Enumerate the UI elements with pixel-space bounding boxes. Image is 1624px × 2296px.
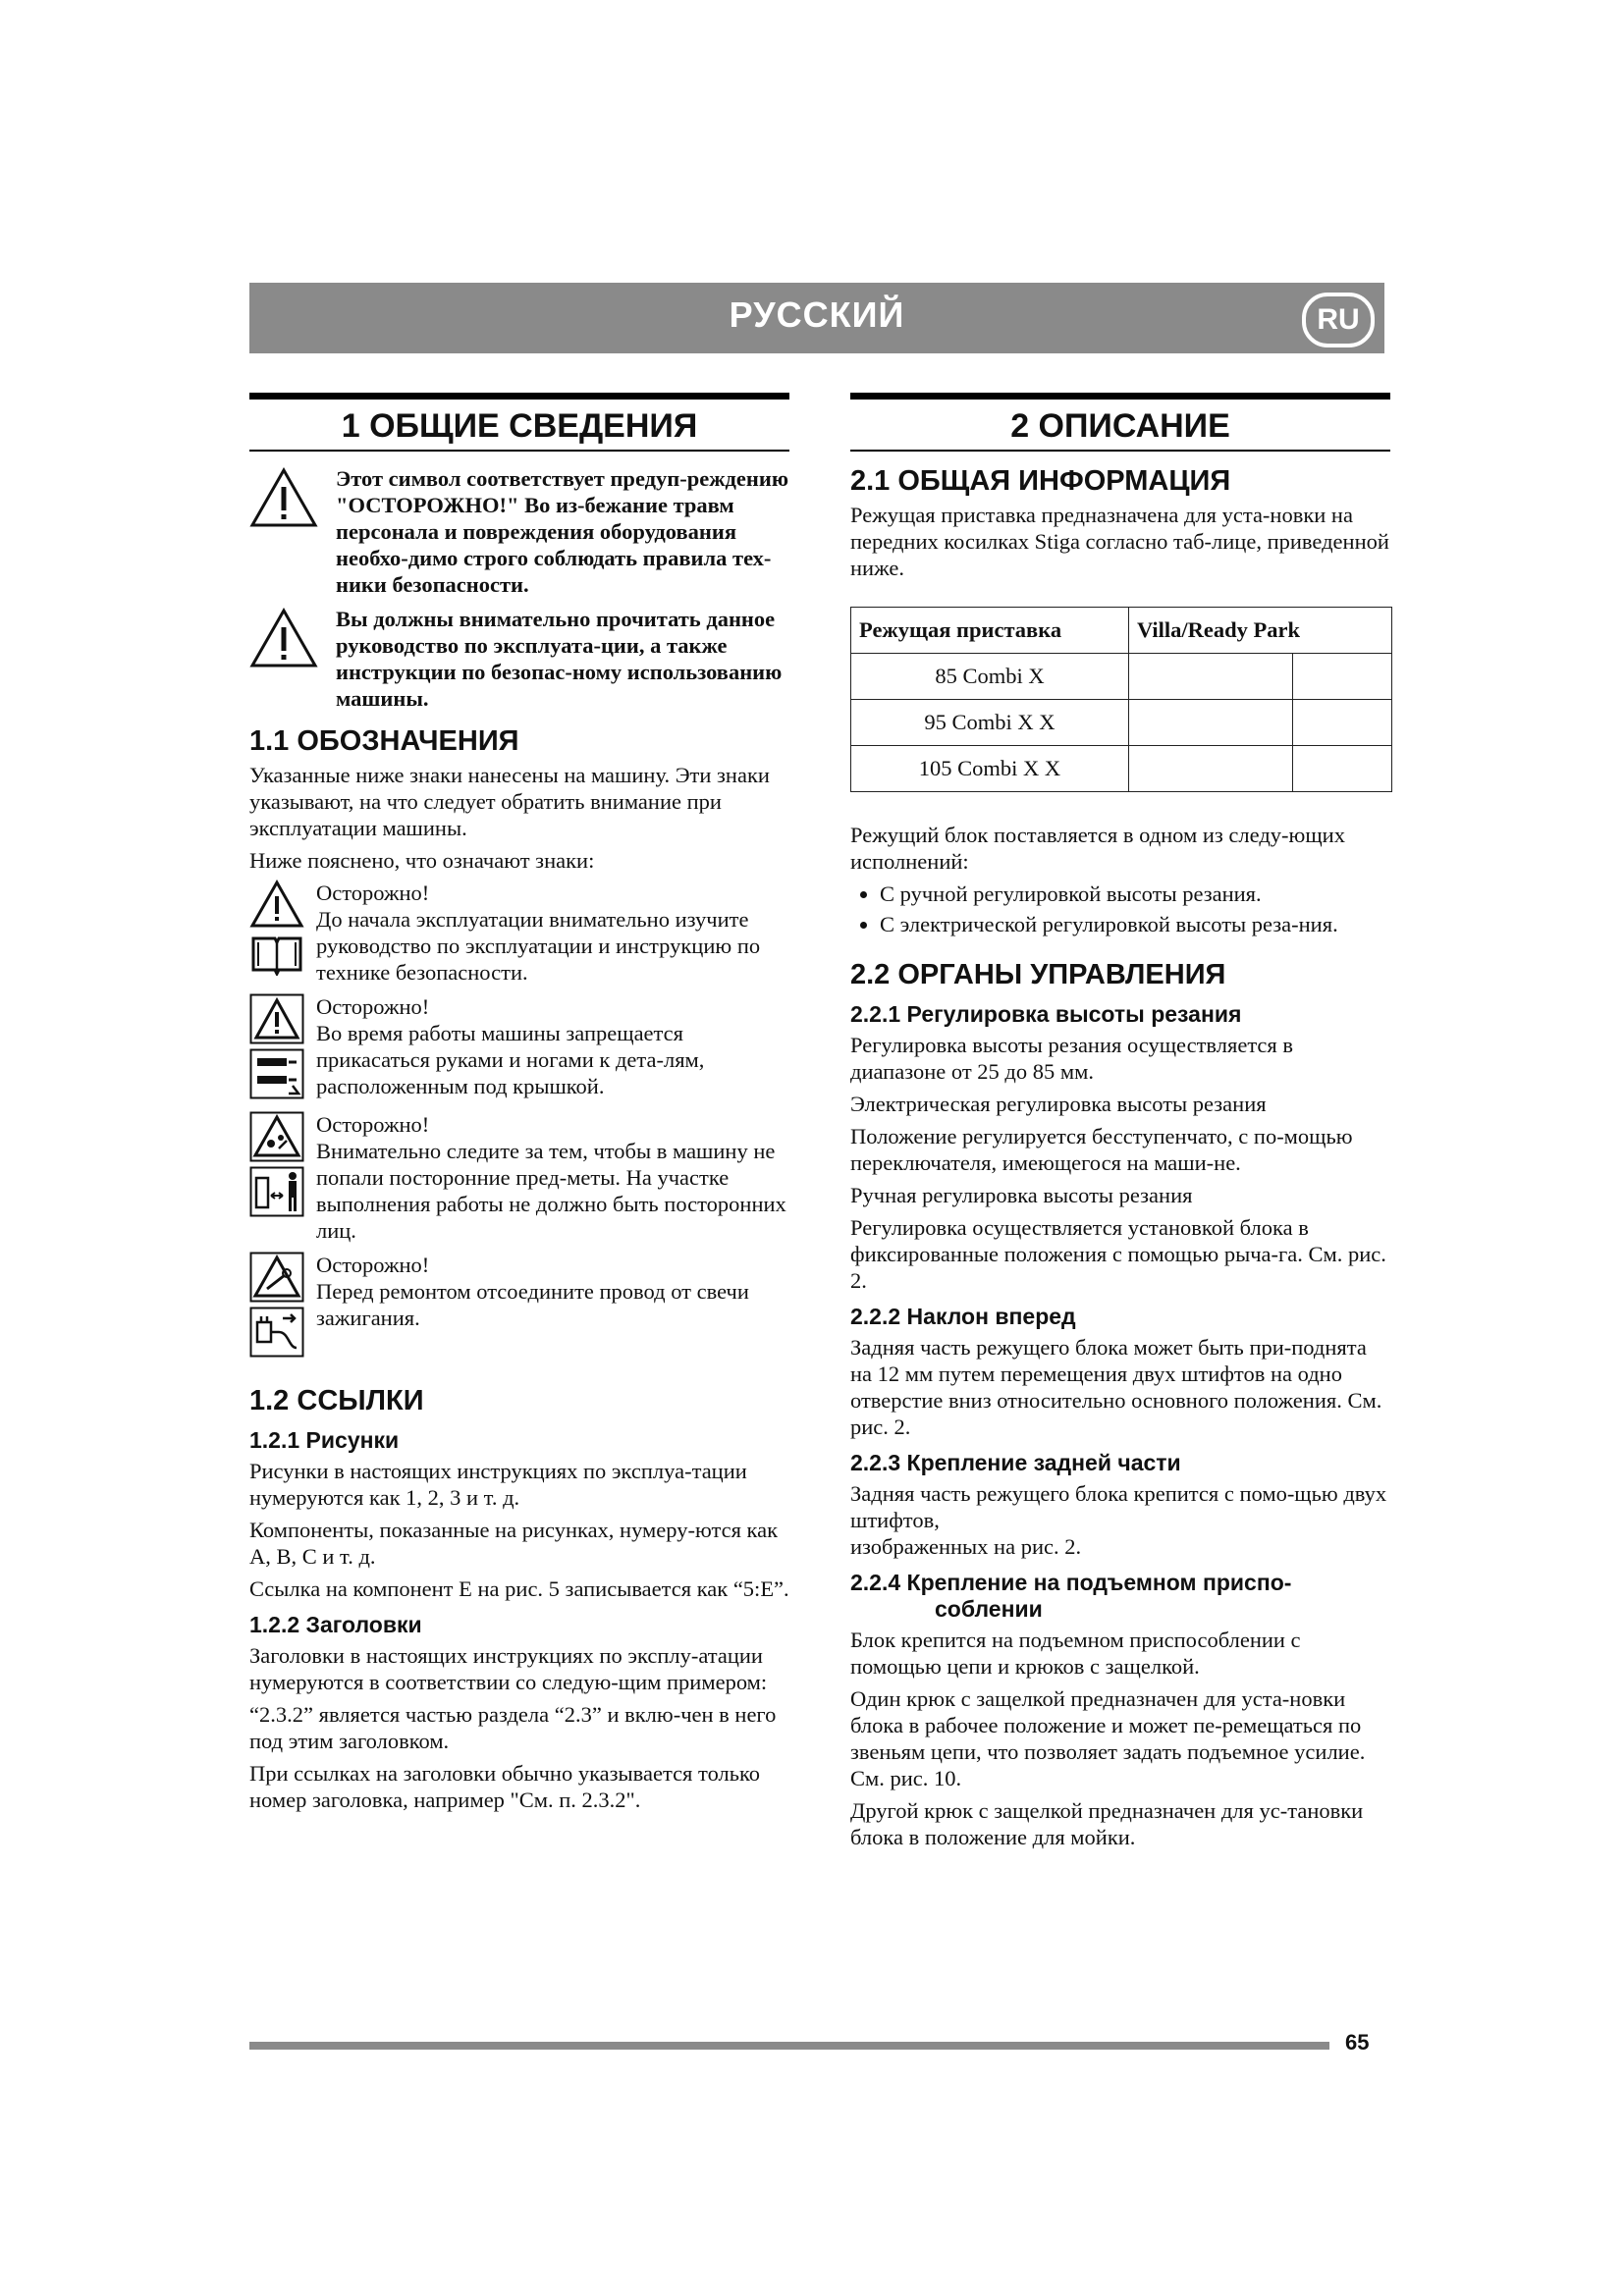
- paragraph: Режущий блок поставляется в одном из следу-ющих исполнений:: [850, 823, 1345, 874]
- paragraph: Блок крепится на подъемном приспособлении с помощью цепи и крюков с защелкой.: [850, 1628, 1301, 1679]
- symbol-entry: [249, 993, 789, 1103]
- maintenance-warning-icon: [249, 1252, 304, 1303]
- paragraph: Ниже пояснено, что означают знаки:: [249, 848, 595, 873]
- section-2-2-2-heading: 2.2.2 Наклон вперед: [850, 1304, 1076, 1329]
- symbol-title: Осторожно!: [316, 881, 430, 905]
- table-cell: [1293, 746, 1392, 792]
- distance-person-icon: [249, 1166, 304, 1217]
- spark-plug-icon: [249, 1307, 304, 1358]
- paragraph: Указанные ниже знаки нанесены на машину. Эти знаки указывают, на что следует обратить внимание при эксплуатации машины.: [249, 763, 770, 840]
- paragraph: “2.3.2” является частью раздела “2.3” и вклю-чен в него под этим заголовком.: [249, 1702, 777, 1753]
- section-1-2-1-heading: 1.2.1 Рисунки: [249, 1427, 400, 1453]
- book-icon: [249, 933, 304, 976]
- table-header-cell: Villa/Ready Park: [1129, 608, 1392, 654]
- hand-foot-hazard-icon: [249, 1048, 304, 1099]
- symbol-text: [316, 1252, 789, 1331]
- table-row: [851, 700, 1392, 746]
- symbol-icons: [249, 993, 304, 1103]
- banner-title: РУССКИЙ: [729, 294, 905, 335]
- compatibility-table: [850, 607, 1392, 792]
- page-number: 65: [1345, 2030, 1370, 2055]
- table-cell: [1129, 746, 1293, 792]
- symbol-text: [316, 880, 789, 986]
- symbol-entry: [249, 1252, 789, 1362]
- warning-triangle-icon: [249, 608, 318, 668]
- symbol-entry: [249, 1111, 789, 1244]
- footer-bar: [249, 2042, 1329, 2050]
- section-2-2-4-heading: 2.2.4 Крепление на подъемном приспо-соблении: [850, 1570, 1292, 1622]
- symbol-text: [316, 993, 789, 1099]
- section-1-heading: 1 ОБЩИЕ СВЕДЕНИЯ: [249, 393, 789, 452]
- paragraph: Один крюк с защелкой предназначен для уста-новки блока в рабочее положение и может пе-ремещаться по звеньям цепи, что позволяет задать подъемное усилие. См. рис. 10.: [850, 1686, 1366, 1790]
- warning-block: [249, 606, 789, 712]
- symbol-title: Осторожно!: [316, 1112, 430, 1137]
- section-2-1-heading: 2.1 ОБЩАЯ ИНФОРМАЦИЯ: [850, 465, 1231, 497]
- paragraph: Ссылка на компонент E на рис. 5 записывается как “5:E”.: [249, 1576, 789, 1601]
- paragraph: Компоненты, показанные на рисунках, нумеру-ются как A, B, C и т. д.: [249, 1518, 779, 1569]
- paragraph: Электрическая регулировка высоты резания: [850, 1092, 1267, 1116]
- language-banner: [249, 283, 1384, 353]
- section-2-heading: 2 ОПИСАНИЕ: [850, 393, 1390, 452]
- table-cell: [1293, 654, 1392, 700]
- paragraph: Задняя часть режущего блока крепится с помо-щью двух штифтов,: [850, 1481, 1387, 1532]
- warning-triangle-icon: [249, 467, 318, 528]
- list-item: • С ручной регулировкой высоты резания.: [880, 881, 1390, 907]
- symbol-description: До начала эксплуатации внимательно изучите руководство по эксплуатации и инструкцию по технике безопасности.: [316, 907, 761, 985]
- warning-block: [249, 465, 789, 598]
- warning-triangle-icon: [249, 993, 304, 1044]
- right-column: [850, 393, 1390, 1856]
- list-item: • С электрической регулировкой высоты реза-ния.: [880, 911, 1390, 937]
- section-1-2-2-heading: 1.2.2 Заголовки: [249, 1612, 422, 1637]
- paragraph: Регулировка осуществляется установкой блока в фиксированные положения с помощью рыча-га. См. рис. 2.: [850, 1215, 1386, 1293]
- warning-text: Вы должны внимательно прочитать данное руководство по эксплуата-ции, а также инструкции по безопас-ному использованию машины.: [336, 607, 783, 711]
- paragraph: Другой крюк с защелкой предназначен для ус-тановки блока в положение для мойки.: [850, 1798, 1364, 1849]
- table-header-row: [851, 608, 1392, 654]
- symbol-title: Осторожно!: [316, 994, 430, 1019]
- symbol-icons: [249, 880, 304, 980]
- symbol-icons: [249, 1111, 304, 1221]
- symbol-description: Перед ремонтом отсоедините провод от свечи зажигания.: [316, 1279, 749, 1330]
- left-column: [249, 393, 789, 1819]
- table-cell: 105 Combi X X: [851, 746, 1129, 792]
- section-1-2-heading: 1.2 ССЫЛКИ: [249, 1385, 424, 1416]
- table-cell: [1293, 700, 1392, 746]
- table-cell: 95 Combi X X: [851, 700, 1129, 746]
- symbol-description: Во время работы машины запрещается прикасаться руками и ногами к дета-лям, расположенным под крышкой.: [316, 1021, 705, 1098]
- paragraph: Положение регулируется бесступенчато, с по-мощью переключателя, имеющегося на маши-не.: [850, 1124, 1353, 1175]
- paragraph: При ссылках на заголовки обычно указывается только номер заголовка, например "См. п. 2.3.2".: [249, 1761, 761, 1812]
- table-cell: [1129, 654, 1293, 700]
- paragraph: Режущая приставка предназначена для уста-новки на передних косилках Stiga согласно таб-лице, приведенной ниже.: [850, 503, 1389, 580]
- paragraph: Регулировка высоты резания осуществляется в диапазоне от 25 до 85 мм.: [850, 1033, 1294, 1084]
- language-badge: RU: [1302, 293, 1375, 347]
- warning-triangle-icon: [249, 880, 304, 929]
- table-cell: [1129, 700, 1293, 746]
- section-2-2-1-heading: 2.2.1 Регулировка высоты резания: [850, 1001, 1242, 1027]
- section-1-1-heading: 1.1 ОБОЗНАЧЕНИЯ: [249, 725, 519, 757]
- symbol-description: Внимательно следите за тем, чтобы в машину не попали посторонние пред-меты. На участке выполнения работы не должно быть посторонних лиц.: [316, 1139, 786, 1243]
- section-2-2-heading: 2.2 ОРГАНЫ УПРАВЛЕНИЯ: [850, 959, 1226, 990]
- table-row: [851, 654, 1392, 700]
- symbol-title: Осторожно!: [316, 1253, 430, 1277]
- symbol-text: [316, 1111, 789, 1244]
- table-row: [851, 746, 1392, 792]
- table-cell: 85 Combi X: [851, 654, 1129, 700]
- warning-text: Этот символ соответствует предуп-реждению "ОСТОРОЖНО!" Во из-бежание травм персонала и повреждения оборудования необхо-димо строго соблюдать правила тех-ники безопасности.: [336, 466, 789, 597]
- symbol-entry: [249, 880, 789, 986]
- bullet-list: [850, 881, 1390, 937]
- symbol-icons: [249, 1252, 304, 1362]
- paragraph: Рисунки в настоящих инструкциях по эксплуа-тации нумеруются как 1, 2, 3 и т. д.: [249, 1459, 747, 1510]
- table-header-cell: Режущая приставка: [851, 608, 1129, 654]
- paragraph: Заголовки в настоящих инструкциях по эксплу-атации нумеруются в соответствии со следую-щим примером:: [249, 1643, 768, 1694]
- paragraph: изображенных на рис. 2.: [850, 1534, 1082, 1559]
- paragraph: Ручная регулировка высоты резания: [850, 1183, 1193, 1207]
- section-2-2-3-heading: 2.2.3 Крепление задней части: [850, 1450, 1181, 1475]
- paragraph: Задняя часть режущего блока может быть при-поднята на 12 мм путем перемещения двух штифтов на одно отверстие вниз относительно основного положения. См. рис. 2.: [850, 1335, 1382, 1439]
- thrown-objects-icon: [249, 1111, 304, 1162]
